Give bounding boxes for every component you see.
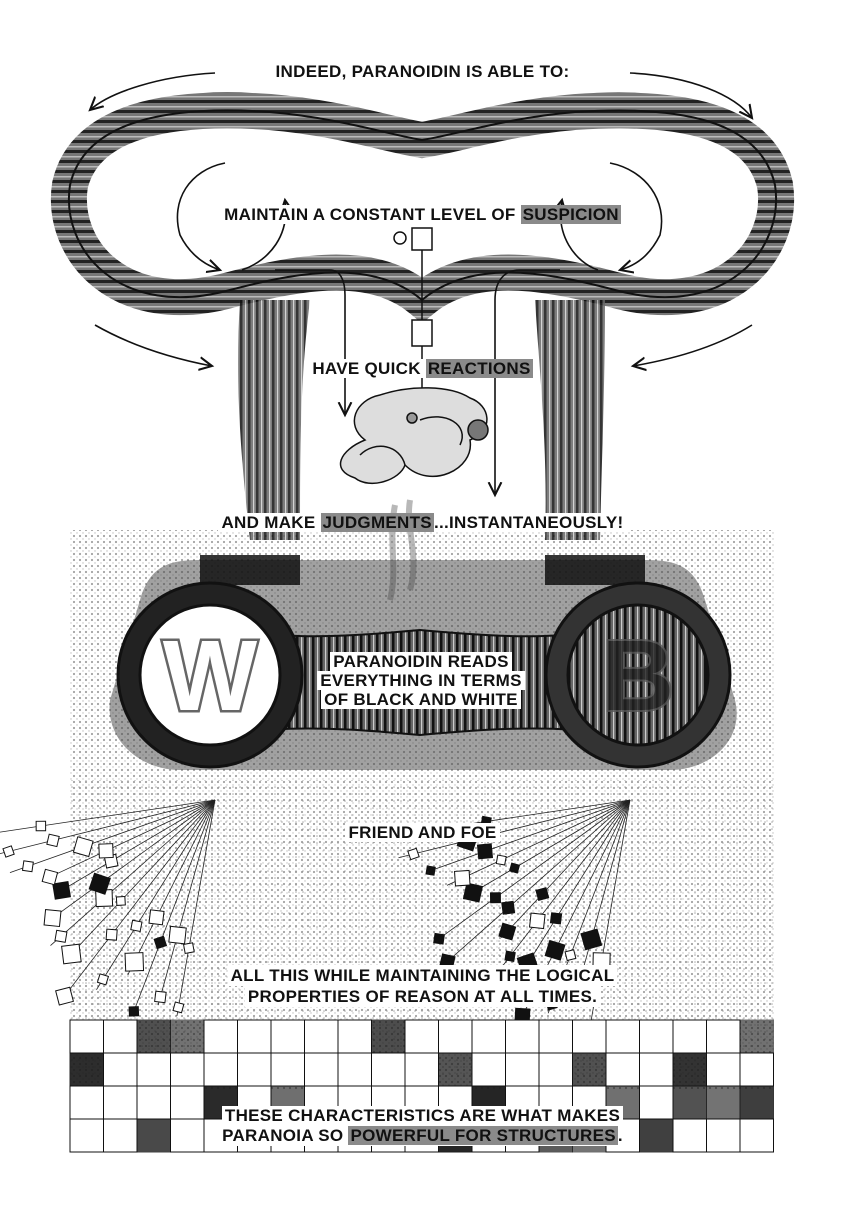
fan-square xyxy=(62,944,82,964)
fan-square xyxy=(550,913,561,924)
grid-cell xyxy=(171,1020,205,1053)
grid-cell xyxy=(640,1020,674,1053)
black-letter-b: B xyxy=(601,620,675,732)
grid-cell xyxy=(70,1020,104,1053)
fan-square xyxy=(502,901,515,914)
grid-cell xyxy=(372,1053,406,1086)
grid-cell xyxy=(707,1020,741,1053)
grid-cell xyxy=(472,1053,506,1086)
fan-square xyxy=(99,844,113,858)
grid-cell xyxy=(472,1020,506,1053)
grid-cell xyxy=(539,1020,573,1053)
caption-logic: ALL THIS WHILE MAINTAINING THE LOGICAL PROPERTIES OF REASON AT ALL TIMES. xyxy=(0,965,845,1007)
caption-black-and-white: PARANOIDIN READS EVERYTHING IN TERMS OF BLACK AND WHITE xyxy=(302,652,540,709)
caption-friend-foe: FRIEND AND FOE xyxy=(0,823,845,843)
grid-cell xyxy=(740,1020,774,1053)
fan-square xyxy=(116,896,125,905)
grid-cell xyxy=(506,1020,540,1053)
grid-cell xyxy=(707,1053,741,1086)
grid-cell xyxy=(104,1053,138,1086)
grid-cell xyxy=(171,1053,205,1086)
fan-square xyxy=(536,888,549,901)
grid-cell xyxy=(70,1053,104,1086)
fan-square xyxy=(169,926,186,943)
fan-square xyxy=(434,933,445,944)
fan-square xyxy=(505,951,515,961)
grid-cell xyxy=(238,1053,272,1086)
grid-cell xyxy=(573,1020,607,1053)
grid-cell xyxy=(238,1020,272,1053)
grid-cell xyxy=(439,1020,473,1053)
fan-square xyxy=(131,920,142,931)
fan-square xyxy=(22,861,33,872)
grid-cell xyxy=(204,1053,238,1086)
caption-intro: INDEED, PARANOIDIN IS ABLE TO: xyxy=(275,62,570,81)
grid-cell xyxy=(204,1020,238,1053)
grid-cell xyxy=(539,1053,573,1086)
caption-final: THESE CHARACTERISTICS ARE WHAT MAKES PARANOIA SO POWERFUL FOR STRUCTURES . xyxy=(0,1106,845,1146)
grid-cell xyxy=(271,1053,305,1086)
grid-cell xyxy=(506,1053,540,1086)
fan-square xyxy=(55,930,67,942)
fan-square xyxy=(106,929,117,940)
fan-square xyxy=(455,870,471,886)
grid-cell xyxy=(271,1020,305,1053)
grid-cell xyxy=(305,1020,339,1053)
grid-cell xyxy=(104,1020,138,1053)
grid-cell xyxy=(740,1053,774,1086)
grid-cell xyxy=(673,1020,707,1053)
fan-square xyxy=(184,943,195,954)
fan-square xyxy=(530,913,546,929)
grid-cell xyxy=(606,1053,640,1086)
fan-square xyxy=(42,869,57,884)
caption-suspicion: MAINTAIN A CONSTANT LEVEL OF SUSPICION xyxy=(0,205,845,225)
grid-cell xyxy=(137,1053,171,1086)
fan-square xyxy=(426,866,435,875)
caption-reactions: HAVE QUICK REACTIONS xyxy=(0,359,845,379)
grid-cell xyxy=(372,1020,406,1053)
grid-cell xyxy=(640,1053,674,1086)
grid-cell xyxy=(338,1053,372,1086)
grid-cell xyxy=(606,1020,640,1053)
grid-cell xyxy=(573,1053,607,1086)
fan-square xyxy=(490,893,500,903)
grid-cell xyxy=(405,1053,439,1086)
fan-square xyxy=(44,910,61,927)
fan-square xyxy=(477,844,492,859)
grid-cell xyxy=(439,1053,473,1086)
grid-cell xyxy=(405,1020,439,1053)
grid-cell xyxy=(673,1053,707,1086)
fan-square xyxy=(496,855,506,865)
fan-square xyxy=(129,1007,139,1017)
fan-square xyxy=(463,883,482,902)
grid-cell xyxy=(137,1020,171,1053)
fan-square xyxy=(510,863,520,873)
white-letter-w: W xyxy=(162,620,258,732)
fan-square xyxy=(149,910,164,925)
grid-cell xyxy=(338,1020,372,1053)
fan-square xyxy=(565,950,576,961)
fan-square xyxy=(3,846,14,857)
caption-judgments: AND MAKE JUDGMENTS ...INSTANTANEOUSLY! xyxy=(0,513,845,533)
fan-square xyxy=(53,882,71,900)
grid-cell xyxy=(305,1053,339,1086)
